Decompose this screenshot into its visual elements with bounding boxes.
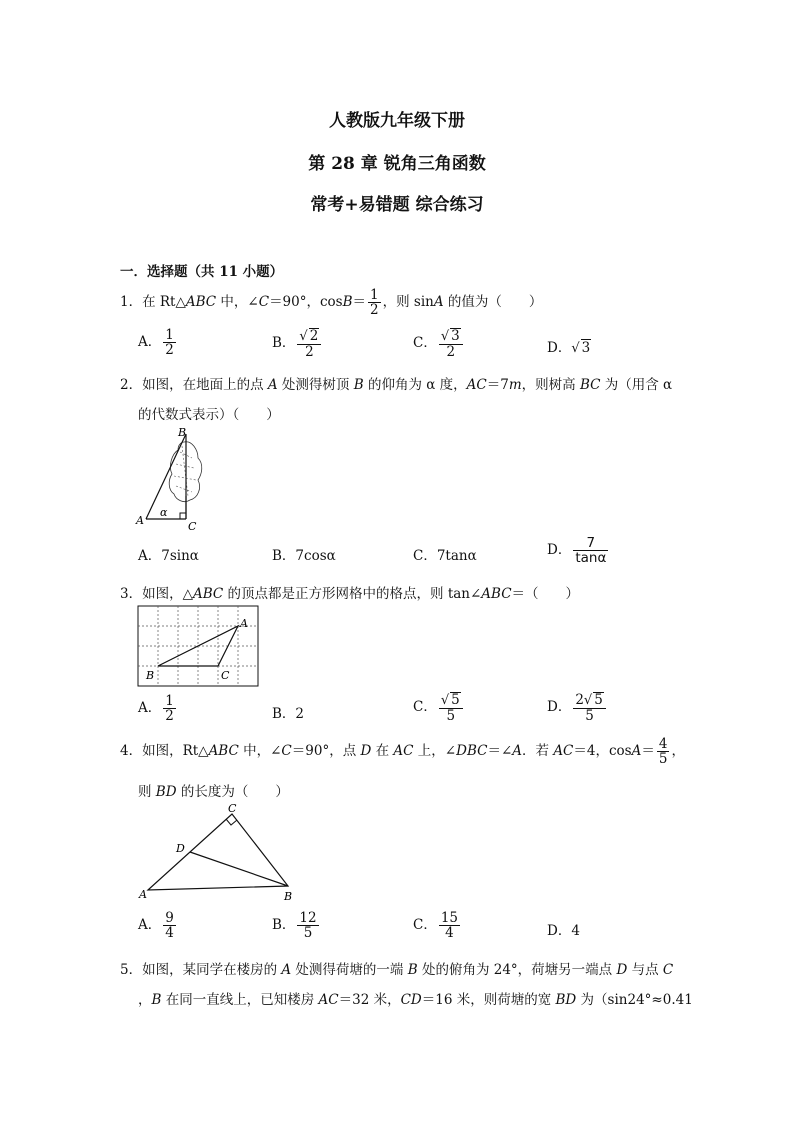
question-5-line-1: 5．如图，某同学在楼房的 A 处测得荷塘的一端 B 处的俯角为 24°，荷塘另一端点 D 与点 C (120, 962, 674, 978)
tree-figure (132, 424, 212, 534)
question-1: 1．在 Rt△ABC 中，∠C＝90°，cosB＝ $\frac{1}{2}$ ，则 sinA 的值为（ ） (120, 287, 543, 319)
triangle-figure (136, 802, 300, 906)
fraction: $\frac{1}{2}$ (370, 287, 379, 319)
question-2-line-1: 2．如图，在地面上的点 A 处测得树顶 B 的仰角为 α 度，AC＝7m，则树高 BC 为（用含 α (120, 377, 673, 393)
q1-option-c: C． $\frac{√ 3}{2}$ (413, 328, 465, 359)
label-alpha: α (160, 506, 168, 519)
grid-figure (134, 603, 260, 689)
title-line-3: 常考+易错题 综合练习 (310, 195, 484, 215)
q1-option-a: A． $\frac{1}{2}$ (138, 327, 174, 359)
question-5-line-2: ，B 在同一直线上，已知楼房 AC＝32 米，CD＝16 米，则荷塘的宽 BD 为（sin24°≈0.41 (138, 992, 693, 1008)
segment-bd (190, 852, 288, 886)
q4-option-b: B． $\frac{12}{5}$ (272, 910, 317, 942)
question-4-line-1: 4．如图，Rt△ABC 中，∠C＝90°，点 D 在 AC 上，∠DBC＝∠A．若 AC＝4，cosA＝ $\frac{4}{5}$ ， (120, 736, 685, 768)
label-b: B (284, 890, 293, 903)
label-d: D (176, 842, 185, 855)
q3-option-a: A． $\frac{1}{2}$ (138, 693, 174, 725)
question-3: 3．如图，△ABC 的顶点都是正方形网格中的格点，则 tan∠ABC＝（ ） (120, 586, 580, 602)
q4-option-d: D．4 (547, 923, 580, 939)
q3-option-c: C． $\frac{√ 5}{5}$ (413, 692, 465, 723)
section-title: 一．选择题（共 11 小题） (120, 264, 284, 280)
label-c: C (228, 802, 237, 815)
q3-option-d: D． $\frac{2√ 5}{5}$ (547, 692, 608, 723)
label-c: C (221, 669, 230, 682)
label-a: A (240, 617, 248, 630)
label-c: C (188, 520, 197, 533)
q2-option-a: A．7sinα (138, 548, 199, 564)
label-b: B (146, 669, 155, 682)
question-2-line-2: 的代数式表示）（ ） (138, 407, 280, 423)
label-b: B (178, 426, 187, 439)
title-line-2: 第 28 章 锐角三角函数 (308, 154, 486, 174)
q1-option-d: D．√ 3 (547, 340, 591, 356)
q2-option-b: B．7cosα (272, 548, 336, 564)
label-a: A (136, 514, 144, 527)
q1-option-b: B． $\frac{√ 2}{2}$ (272, 328, 323, 359)
question-4-line-2: 则 BD 的长度为（ ） (138, 784, 289, 800)
q4-option-c: C． $\frac{15}{4}$ (413, 910, 459, 942)
q3-option-b: B．2 (272, 706, 305, 722)
right-angle-mark (226, 819, 237, 825)
q2-option-d: D． $\frac{7}{\tan\alpha}$ (547, 535, 607, 567)
q2-option-c: C．7tanα (413, 548, 477, 564)
right-angle-mark (180, 513, 186, 519)
label-a: A (139, 888, 147, 901)
q4-option-a: A． $\frac{9}{4}$ (138, 910, 174, 942)
title-line-1: 人教版九年级下册 (329, 111, 465, 131)
